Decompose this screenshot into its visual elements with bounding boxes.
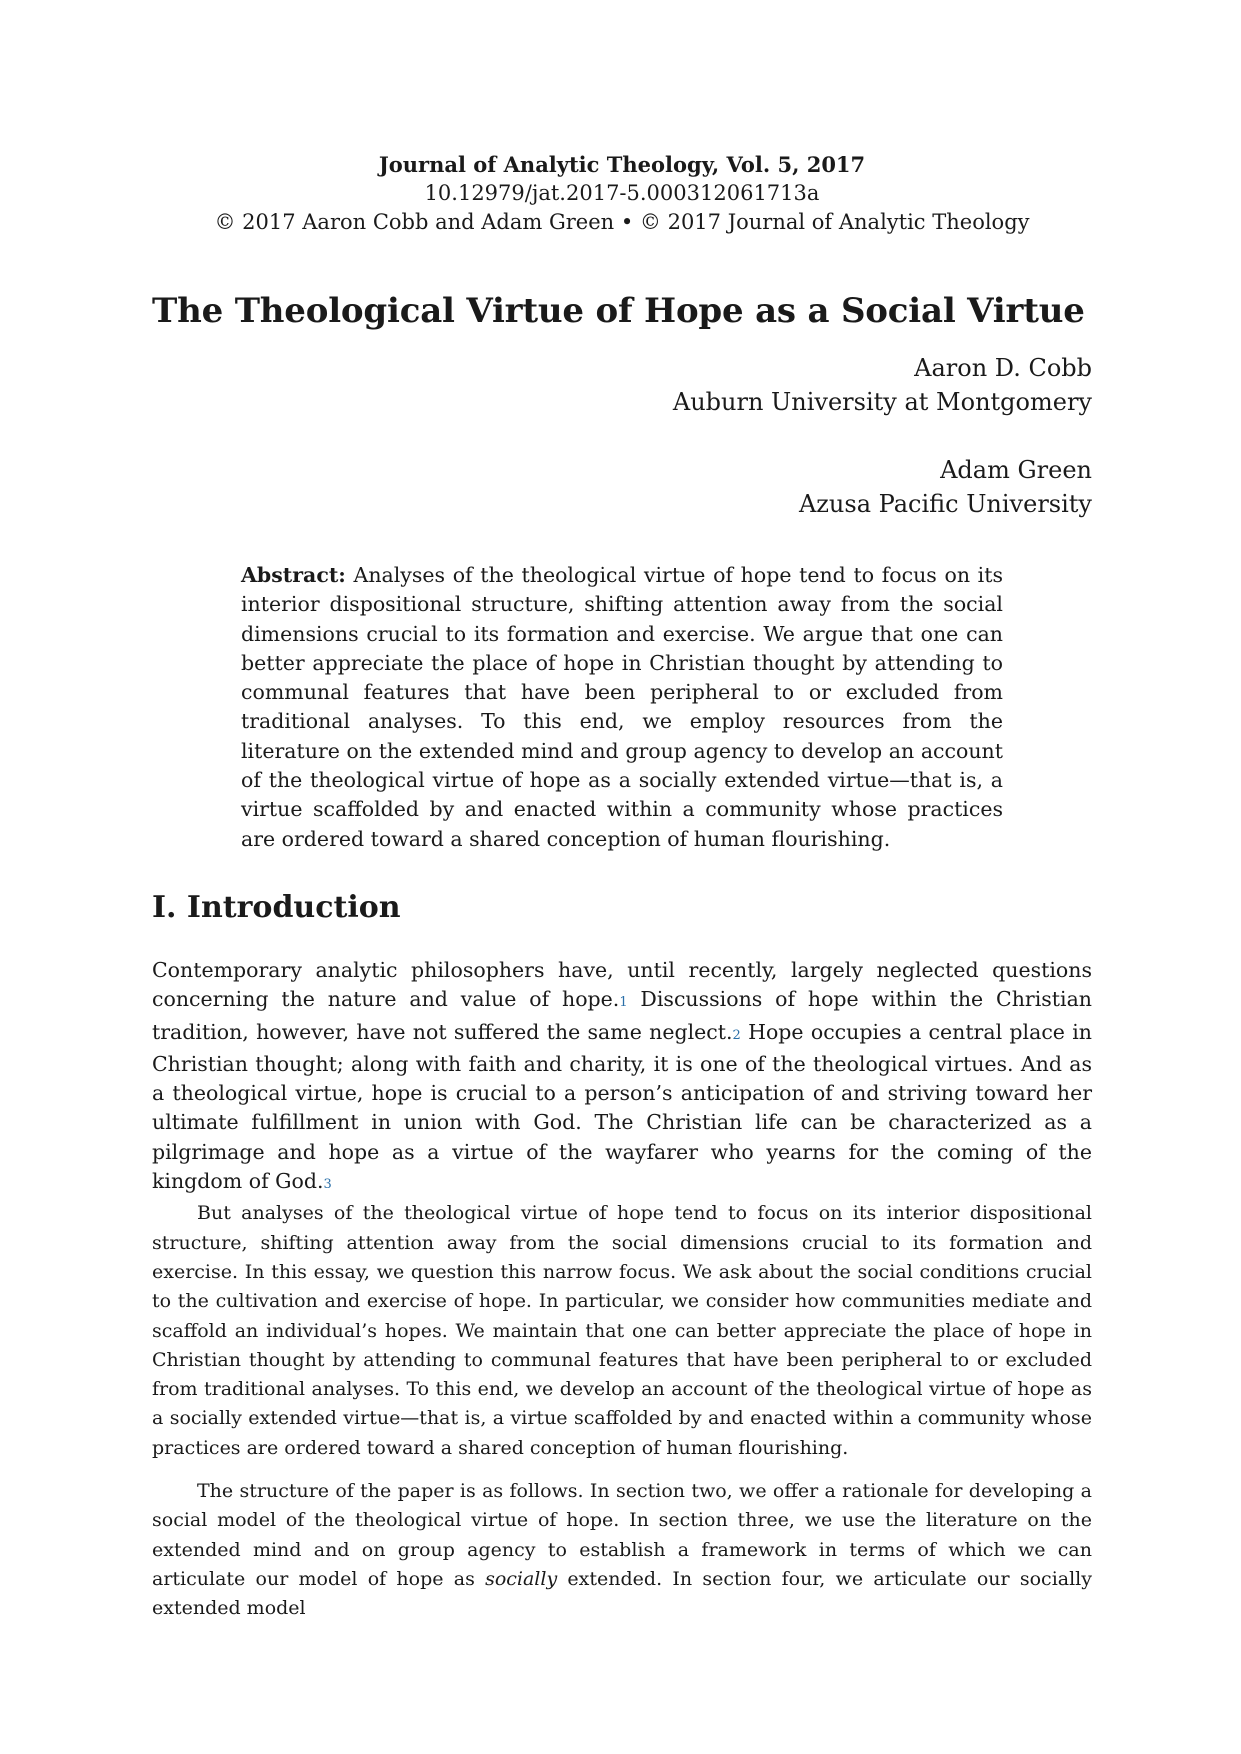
- author-affiliation: Azusa Pacific University: [798, 490, 1092, 518]
- author-name: Aaron D. Cobb: [914, 354, 1092, 382]
- copyright-line: © 2017 Aaron Cobb and Adam Green • © 2017 Journal of Analytic Theology: [214, 210, 1030, 234]
- doi: 10.12979/jat.2017-5.000312061713a: [424, 181, 820, 205]
- masthead: [152, 150, 1092, 237]
- paragraph-text: Hope occupies a central place in Christian thought; along with faith and charity, it is one of the theological virtues. And as a theological virtue, hope is crucial to a person’s anticipation of and striving toward her ultimate fulfillment in union with God. The Christian life can be characterized as a pilgrimage and hope as a virtue of the wayfarer who yearns for the coming of the kingdom of God.: [152, 1019, 1092, 1194]
- paragraph-text: Contemporary analytic philosophers have, until recently, largely neglected questions concerning the nature and value of hope.: [152, 957, 1092, 1012]
- footnote-link[interactable]: 1: [619, 995, 628, 1011]
- abstract-label: Abstract:: [241, 563, 346, 587]
- footnote-link[interactable]: 3: [323, 1177, 332, 1193]
- journal-citation: Journal of Analytic Theology, Vol. 5, 2017: [378, 152, 866, 177]
- body-paragraph: [152, 956, 1092, 1199]
- footnote-link[interactable]: 2: [732, 1027, 741, 1043]
- paper-title: The Theological Virtue of Hope as a Social Virtue: [152, 291, 1085, 331]
- abstract: [241, 561, 1003, 854]
- author-name: Adam Green: [940, 456, 1092, 484]
- section-heading: I. Introduction: [152, 889, 401, 925]
- emphasis-text: socially: [485, 1567, 558, 1590]
- author-block: [152, 351, 1092, 419]
- author-block: [152, 453, 1092, 521]
- body-paragraph: But analyses of the theological virtue of hope tend to focus on its interior dispositional structure, shifting attention away from the social dimensions crucial to its formation and exercise. In this essay, we question this narrow focus. We ask about the social conditions crucial to the cultivation and exercise of hope. In particular, we consider how communities mediate and scaffold an individual’s hopes. We maintain that one can better appreciate the place of hope in Christian thought by attending to communal features that have been peripheral to or excluded from traditional analyses. To this end, we develop an account of the theological virtue of hope as a socially extended virtue—that is, a virtue scaffolded by and enacted within a community whose practices are ordered toward a shared conception of human flourishing.: [152, 1202, 1092, 1459]
- abstract-text: Analyses of the theological virtue of hope tend to focus on its interior dispositional structure, shifting attention away from the social dimensions crucial to its formation and exercise. We argue that one can better appreciate the place of hope in Christian thought by attending to communal features that have been peripheral to or excluded from traditional analyses. To this end, we employ resources from the literature on the extended mind and group agency to develop an account of the theological virtue of hope as a socially extended virtue—that is, a virtue scaffolded by and enacted within a community whose practices are ordered toward a shared conception of human flourishing.: [241, 563, 1003, 851]
- author-affiliation: Auburn University at Montgomery: [672, 388, 1092, 416]
- paragraph-text: extended. In section four, we articulate our socially extended model: [152, 1567, 1092, 1620]
- paper-page: [152, 150, 1092, 1624]
- paragraph-text: Discussions of hope within the Christian tradition, however, have not suffered the same neglect.: [152, 987, 1092, 1044]
- paragraph-text: The structure of the paper is as follows. In section two, we offer a rationale for developing a social model of the theological virtue of hope. In section three, we use the literature on the extended mind and on group agency to establish a framework in terms of which we can articulate our model of hope as: [152, 1480, 1092, 1590]
- body-paragraph: [152, 1477, 1092, 1623]
- author-list: [152, 351, 1092, 521]
